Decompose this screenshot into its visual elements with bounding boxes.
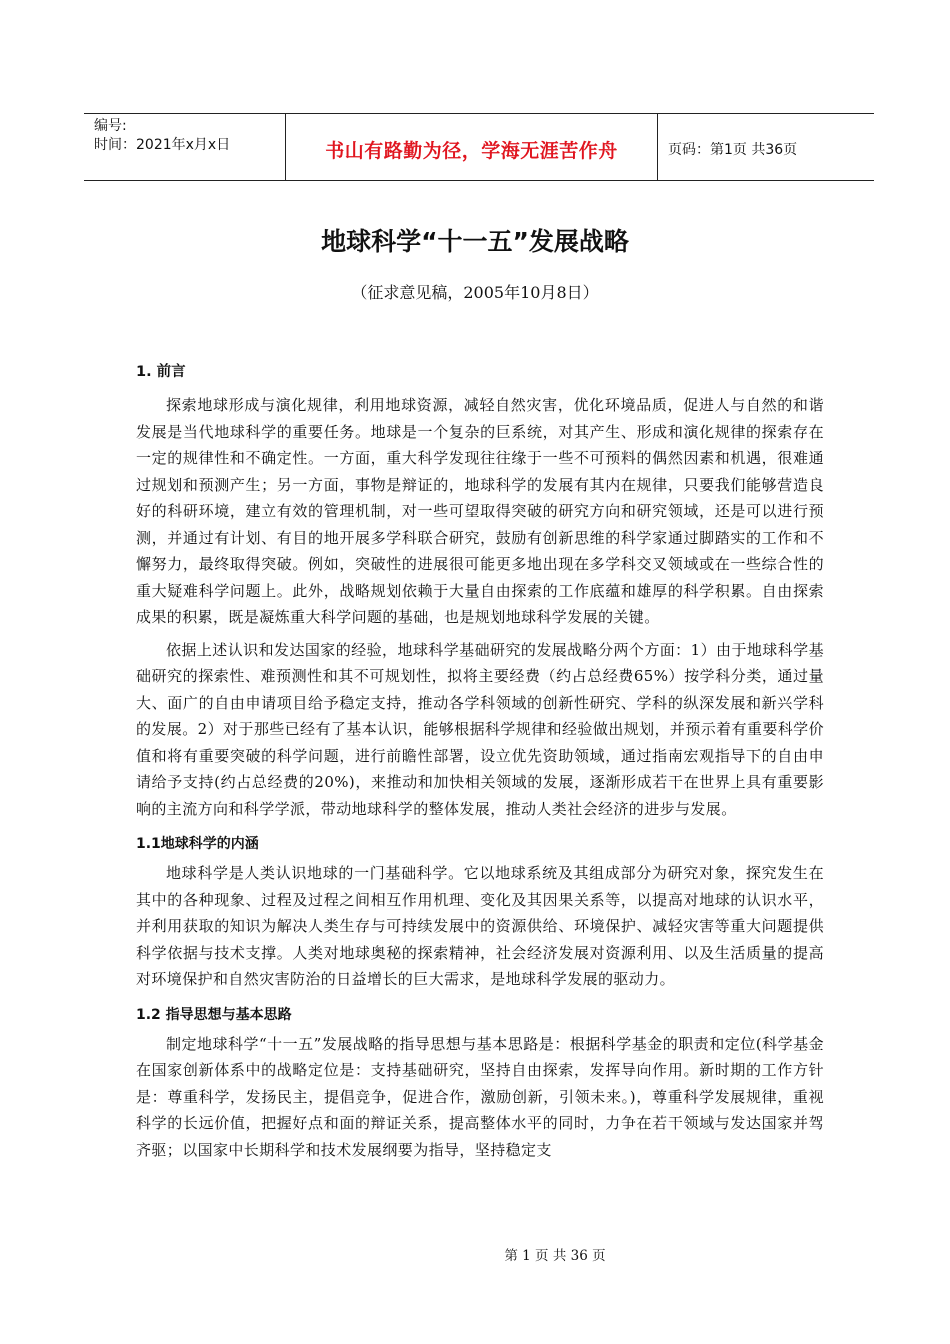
header-table bbox=[84, 113, 874, 181]
document-body bbox=[136, 356, 824, 1169]
document-time-label: 时间：2021年x月x日 bbox=[94, 137, 231, 153]
paragraph: 依据上述认识和发达国家的经验，地球科学基础研究的发展战略分两个方面：1）由于地球科学基础研究的探索性、难预测性和其不可规划性，拟将主要经费（约占总经费65%）按学科分类，通过量大、面广的自由申请项目给予稳定支持，推动各学科领域的创新性研究、学科的纵深发展和新兴学科的发展。2）对于那些已经有了基本认识，能够根据科学规律和经验做出规划，并预示着有重要科学价值和将有重要突破的科学问题，进行前瞻性部署，设立优先资助领域，通过指南宏观指导下的自由申请给予支持(约占总经费的20%)，来推动和加快相关领域的发展，逐渐形成若干在世界上具有重要影响的主流方向和科学学派，带动地球科学的整体发展，推动人类社会经济的进步与发展。 bbox=[136, 640, 824, 818]
header-meta-cell bbox=[84, 114, 286, 180]
document-number-label: 编号: bbox=[94, 118, 127, 134]
page-footer bbox=[0, 1244, 950, 1264]
section-heading-guideline: 1.2 指导思想与基本思路 bbox=[136, 1006, 292, 1023]
document-title: 地球科学“十一五”发展战略 bbox=[321, 227, 629, 256]
document-subtitle: （征求意见稿，2005年10月8日） bbox=[351, 283, 599, 302]
paragraph: 探索地球形成与演化规律，利用地球资源，减轻自然灾害，优化环境品质，促进人与自然的和谐发展是当代地球科学的重要任务。地球是一个复杂的巨系统，对其产生、形成和演化规律的探索存在一定的规律性和不确定性。一方面，重大科学发现往往缘于一些不可预料的偶然因素和机遇，很难通过规划和预测产生；另一方面，事物是辩证的，地球科学的发展有其内在规律，只要我们能够营造良好的科研环境，建立有效的管理机制，对一些可望取得突破的研究方向和研究领域，还是可以进行预测，并通过有计划、有目的地开展多学科联合研究，鼓励有创新思维的科学家通过脚踏实的工作和不懈努力，最终取得突破。例如，突破性的进展很可能更多地出现在多学科交叉领域或在一些综合性的重大疑难科学问题上。此外，战略规划依赖于大量自由探索的工作底蕴和雄厚的科学积累。自由探索成果的积累，既是凝炼重大科学问题的基础，也是规划地球科学发展的关键。 bbox=[136, 396, 824, 626]
footer-page-number: 第 1 页 共 36 页 bbox=[504, 1248, 606, 1264]
header-motto: 书山有路勤为径，学海无涯苦作舟 bbox=[286, 114, 658, 180]
paragraph: 地球科学是人类认识地球的一门基础科学。它以地球系统及其组成部分为研究对象，探究发生在其中的各种现象、过程及过程之间相互作用机理、变化及其因果关系等，以提高对地球的认识水平，并利用获取的知识为解决人类生存与可持续发展中的资源供给、环境保护、减轻灾害等重大问题提供科学依据与技术支撑。人类对地球奥秘的探索精神，社会经济发展对资源利用、以及生活质量的提高对环境保护和自然灾害防治的日益增长的巨大需求，是地球科学发展的驱动力。 bbox=[136, 864, 824, 988]
section-heading-preface: 1. 前言 bbox=[136, 364, 186, 380]
section-heading-connotation: 1.1地球科学的内涵 bbox=[136, 836, 259, 852]
header-page-info: 页码：第1页 共36页 bbox=[668, 142, 798, 158]
paragraph: 制定地球科学“十一五”发展战略的指导思想与基本思路是：根据科学基金的职责和定位(科学基金在国家创新体系中的战略定位是：支持基础研究，坚持自由探索，发挥导向作用。新时期的工作方针是：尊重科学，发扬民主，提倡竞争，促进合作，激励创新，引领未来。)，尊重科学发展规律，重视科学的长远价值，把握好点和面的辩证关系，提高整体水平的同时，力争在若干领域与发达国家并驾齐驱；以国家中长期科学和技术发展纲要为指导，坚持稳定支 bbox=[136, 1034, 824, 1159]
